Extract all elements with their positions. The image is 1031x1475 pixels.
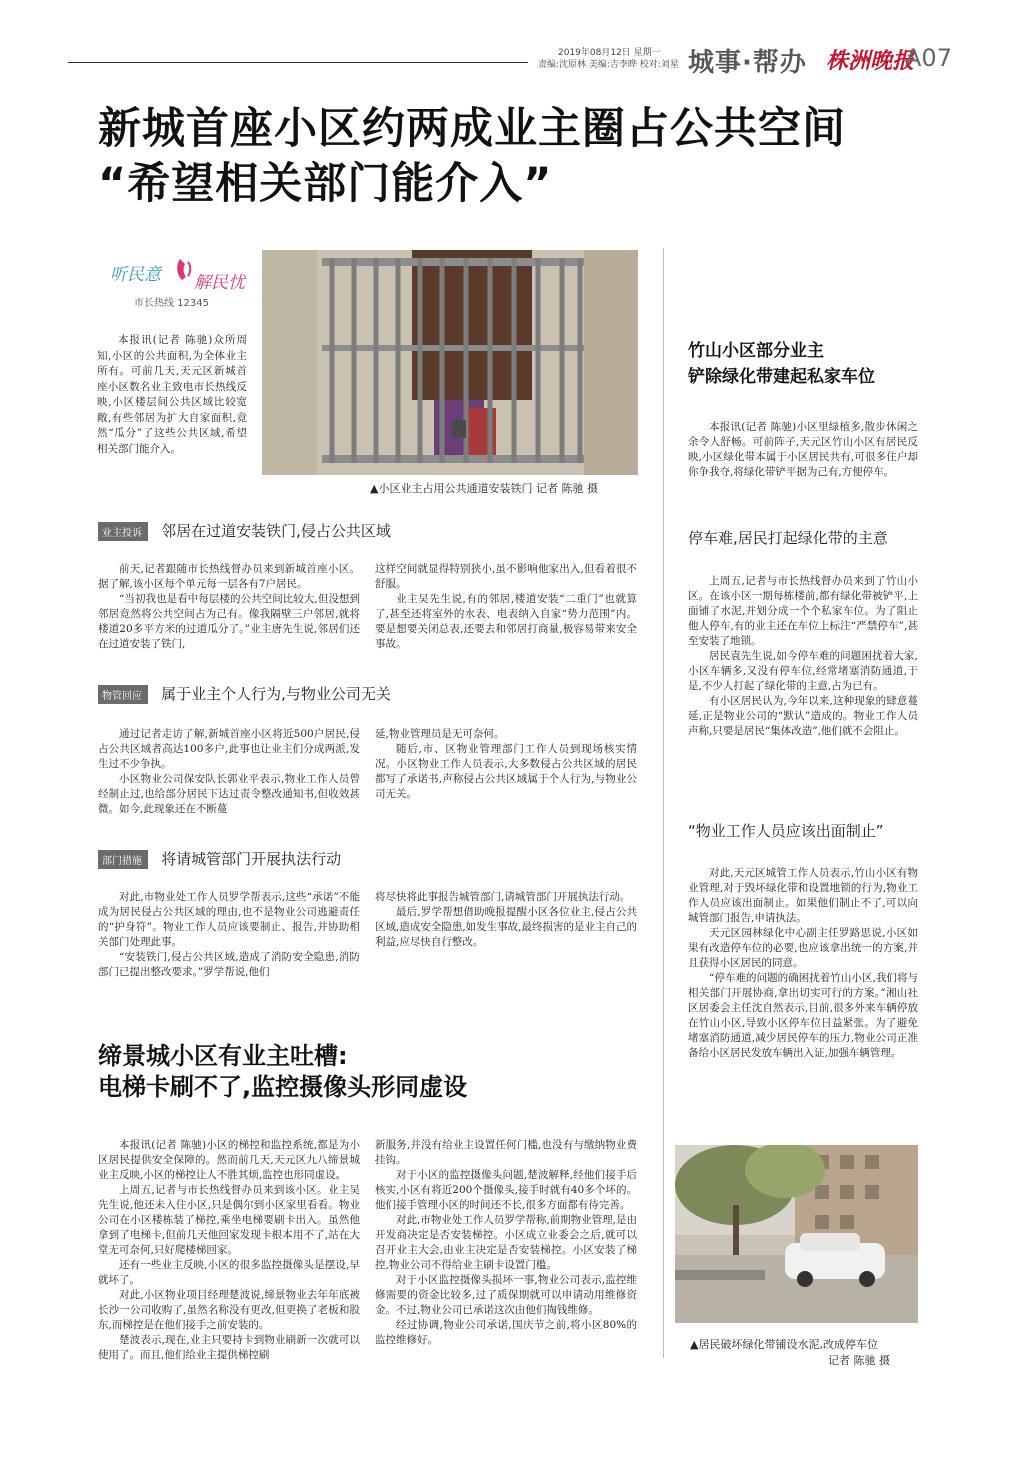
paragraph: 延,物业管理员是无可奈何。 xyxy=(375,728,505,740)
paragraph: 对此,天元区城管工作人员表示,竹山小区有物业管理,对于毁坏绿化带和设置地锁的行为,物业工作人员应该出面制止。如果他们制止不了,可以向城管部门报告,申请执法。 xyxy=(688,867,918,924)
paragraph: 对于小区监控摄像头损坏一事,物业公司表示,监控维修需要的资金比较多,过了质保期就可以申请动用维修资金。不过,物业公司已承诺这次由他们掏钱维修。 xyxy=(375,1274,637,1316)
hotline-text: 市长热线 12345 xyxy=(134,298,209,309)
story3-part1 xyxy=(688,574,918,739)
story2-col2 xyxy=(375,1138,637,1348)
date-line: 2019年08月12日 星期一 xyxy=(558,48,661,58)
paragraph: 前天,记者跟随市长热线督办员来到新城首座小区。据了解,该小区每个单元每一层各有7户居民。 xyxy=(98,563,360,590)
section1-heading xyxy=(98,520,391,541)
main-headline-line2: “希望相关部门能介入” xyxy=(98,159,553,209)
paragraph: 经过协调,物业公司承诺,国庆节之前,将小区80%的监控维修好。 xyxy=(375,1319,637,1346)
paragraph: 对此,小区物业项目经理楚波说,缔景物业去年年底被长沙一公司收购了,虽然名称没有更改,但更换了老板和股东,而梯控是在他们接手之前安装的。 xyxy=(98,1289,360,1331)
section2-col2 xyxy=(375,727,637,802)
section2-heading xyxy=(98,683,391,704)
column-logo xyxy=(100,254,250,314)
story2-headline-line1: 缔景城小区有业主吐槽: xyxy=(98,1042,348,1070)
photo2-credit: 记者 陈驰 摄 xyxy=(828,1354,890,1367)
section3-col2 xyxy=(375,890,637,950)
story3-lead xyxy=(688,420,918,480)
section1-tag: 业主投诉 xyxy=(98,522,148,541)
story3-subhead1: 停车难,居民打起绿化带的主意 xyxy=(688,529,888,547)
section3-title: 将请城管部门开展执法行动 xyxy=(161,850,342,868)
lead-paragraph xyxy=(97,333,247,457)
story3-part2 xyxy=(688,866,918,1061)
section3-heading xyxy=(98,848,341,869)
paragraph: 通过记者走访了解,新城首座小区将近500户居民,侵占公共区域者高达100多户,此事也让业主们分成两派,发生过不少争执。 xyxy=(98,728,360,770)
section1-col2 xyxy=(375,562,637,652)
photo-security-gate xyxy=(262,250,638,475)
story3-subhead2: “物业工作人员应该出面制止” xyxy=(688,822,884,840)
paragraph: 上周五,记者与市长热线督办员来到该小区。业主吴先生说,他还未入住小区,只是偶尔到小区家里看看。物业公司在小区楼栋装了梯控,乘坐电梯要刷卡出入。虽然他拿到了电梯卡,但前几天他回家发现卡根本用不了,站在大堂无可奈何,只好爬楼梯回家。 xyxy=(98,1184,360,1256)
paragraph: 还有一些业主反映,小区的很多监控摄像头是摆设,早就坏了。 xyxy=(98,1259,360,1286)
paragraph: 对此,市物业处工作人员罗学帮表示,这些“承诺”不能成为居民侵占公共区域的理由,也不是物业公司逃避责任的“护身符”。物业工作人员应该要制止、报告,并协助相关部门处理此事。 xyxy=(98,891,360,948)
paragraph: 这样空间就显得特别狭小,虽不影响他家出入,但看着很不舒服。 xyxy=(375,563,637,590)
paragraph: 将尽快将此事报告城管部门,请城管部门开展执法行动。 xyxy=(375,891,631,903)
section1-col1 xyxy=(98,562,360,652)
paragraph: 随后,市、区物业管理部门工作人员到现场核实情况。小区物业工作人员表示,大多数侵占公共区域的居民都写了承诺书,声称侵占公共区域属于个人行为,与物业公司无关。 xyxy=(375,743,637,800)
photo2-caption: ▲居民破坏绿化带铺设水泥,改成停车位 xyxy=(690,1338,878,1351)
paragraph: 天元区园林绿化中心副主任罗路思说,小区如果有改造停车位的必要,也应该拿出统一的方案,并且获得小区居民的同意。 xyxy=(688,927,918,969)
story3-headline-line2: 铲除绿化带建起私家车位 xyxy=(688,367,875,387)
photo1-caption: ▲小区业主占用公共通道安装铁门 记者 陈驰 摄 xyxy=(370,482,598,495)
section2-title: 属于业主个人行为,与物业公司无关 xyxy=(161,685,391,703)
story2-col1 xyxy=(98,1138,360,1363)
staff-line: 责编:沈原林 美编:吉李晔 校对:刘星 xyxy=(538,60,679,70)
column-divider xyxy=(663,248,664,1358)
main-headline-line1: 新城首座小区约两成业主圈占公共空间 xyxy=(98,104,846,154)
paragraph: 本报讯(记者 陈驰)小区的梯控和监控系统,都是为小区居民提供安全保障的。然而前几天,天元区九八缔景城业主反映,小区的梯控让人不胜其烦,监控也形同虚设。 xyxy=(98,1139,360,1181)
section2-col1 xyxy=(98,727,360,817)
paragraph: 对于小区的监控摄像头问题,楚波解释,经他们接手后核实,小区有将近200个摄像头,接手时就有40多个坏的。他们接手管理小区的时间还不长,很多方面都有待完善。 xyxy=(375,1169,637,1211)
section3-tag: 部门措施 xyxy=(98,850,148,869)
paragraph: 有小区居民认为,今年以来,这种现象的肆意蔓延,正是物业公司的“默认”造成的。物业工作人员声称,只要是居民“集体改造”,他们就不会阻止。 xyxy=(688,695,918,737)
newspaper-logo: 株洲晚报 xyxy=(826,48,915,74)
section2-tag: 物管回应 xyxy=(98,685,148,704)
lead-text: 本报讯(记者 陈驰)众所周知,小区的公共面积,为全体业主所有。可前几天,天元区新城首座小区数名业主致电市长热线反映,小区楼层间公共区域比较宽敞,有些邻居为扩大自家面积,竟然“瓜分”了这些公共区域,希望相关部门能介入。 xyxy=(97,334,247,455)
story3-headline-line1: 竹山小区部分业主 xyxy=(688,341,824,361)
section-name: 城事·帮办 xyxy=(688,48,807,78)
logo-text-solve: 解民忧 xyxy=(194,273,245,293)
paragraph: 上周五,记者与市长热线督办员来到了竹山小区。在该小区一期每栋楼前,都有绿化带被铲平,上面铺了水泥,并划分成一个个私家车位。为了阻止他人停车,有的业主还在车位上标注“严禁停车”,甚至安装了地锁。 xyxy=(688,575,918,647)
page-number: A07 xyxy=(905,44,952,72)
paragraph: 最后,罗学帮想借助晚报提醒小区各位业主,侵占公共区域,造成安全隐患,如发生事故,最终损害的是业主自己的利益,应尽快自行整改。 xyxy=(375,906,638,948)
paragraph: “停车难的问题的确困扰着竹山小区,我们将与相关部门开展协商,拿出切实可行的方案。”湘山社区居委会主任沈自然表示,目前,很多外来车辆停放在竹山小区,导致小区停车位日益紧张。为了避免堵塞消防通道,减少居民停车的压力,物业公司正准备给小区居民发放车辆出入证,加强车辆管理。 xyxy=(688,972,918,1059)
paragraph: 楚波表示,现在,业主只要持卡到物业刷新一次就可以使用了。而且,他们给业主提供梯控刷 xyxy=(98,1334,360,1361)
logo-text-listen: 听民意 xyxy=(110,265,161,285)
paragraph: 居民袁先生说,如今停车难的问题困扰着大家,小区车辆多,又没有停车位,经常堵塞消防通道,于是,不少人打起了绿化带的主意,占为已有。 xyxy=(688,650,918,692)
phone-icon xyxy=(174,256,196,284)
paragraph: 对此,市物业处工作人员罗学帮称,前期物业管理,是由开发商决定是否安装梯控。小区成立业委会之后,就可以召开业主大会,由业主决定是否安装梯控。小区安装了梯控,物业公司不得给业主刷卡设置门槛。 xyxy=(375,1214,638,1271)
photo-parking-lot xyxy=(675,1145,918,1323)
story2-headline-line2: 电梯卡刷不了,监控摄像头形同虚设 xyxy=(98,1073,468,1101)
paragraph: “当初我也是看中每层楼的公共空间比较大,但没想到邻居竟然将公共空间占为己有。像我隔壁三户邻居,就将楼道20多平方米的过道瓜分了。”业主唐先生说,邻居们还在过道安装了铁门, xyxy=(98,593,360,650)
paragraph: 本报讯(记者 陈驰)小区里绿植多,散步休闲之余令人舒畅。可前阵子,天元区竹山小区有居民反映,小区绿化带本属于小区居民共有,可很多住户却你争我夺,将绿化带铲平据为己有,方便停车。 xyxy=(688,421,918,478)
section1-title: 邻居在过道安装铁门,侵占公共区域 xyxy=(161,522,391,540)
paragraph: 小区物业公司保安队长郭业平表示,物业工作人员曾经制止过,也给部分居民下达过责令整改通知书,但收效甚微。如今,此现象还在不断蔓 xyxy=(98,773,360,815)
section3-col1 xyxy=(98,890,360,980)
paragraph: 新服务,并没有给业主设置任何门槛,也没有与缴纳物业费挂钩。 xyxy=(375,1139,637,1166)
paragraph: 业主吴先生说,有的邻居,楼道安装“二重门”也就算了,甚至还将室外的水表、电表纳入自家“势力范围”内。要是想要关闭总表,还要去和邻居打商量,极容易带来安全事故。 xyxy=(375,593,637,650)
paragraph: “安装铁门,侵占公共区域,造成了消防安全隐患,消防部门已提出整改要求。”罗学帮说,他们 xyxy=(98,951,360,978)
